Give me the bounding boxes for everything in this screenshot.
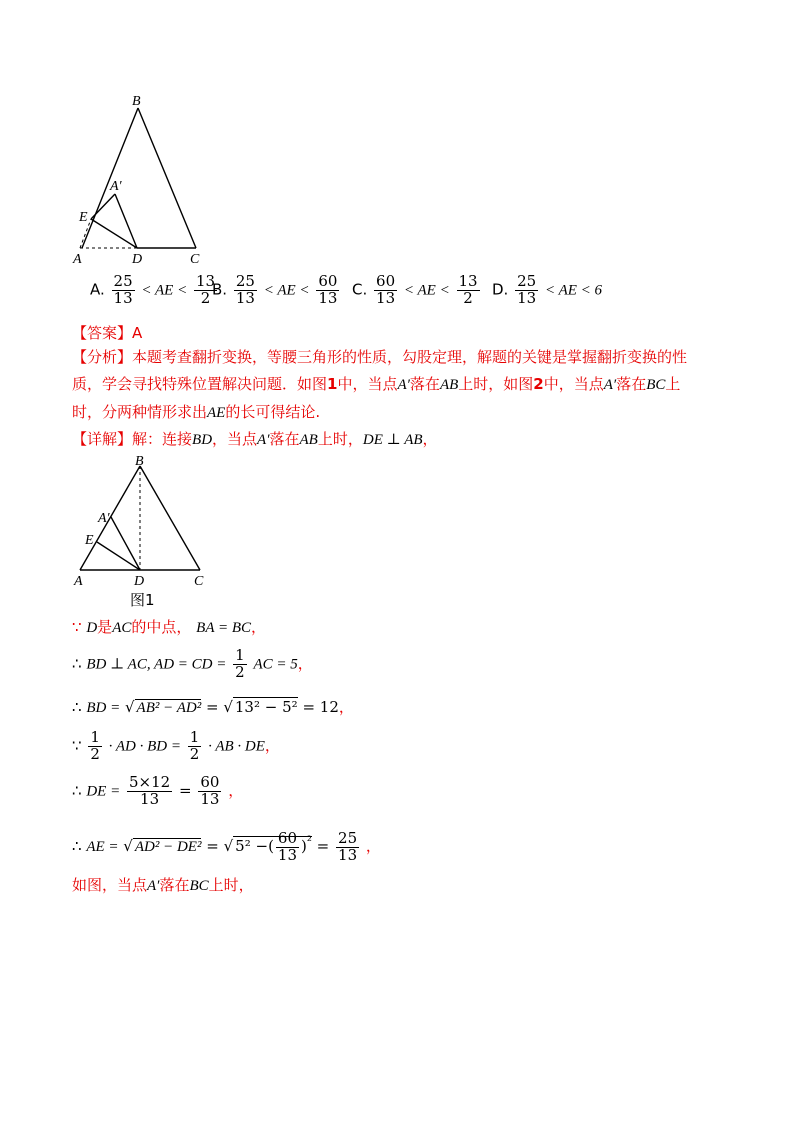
side-BC bbox=[138, 108, 196, 248]
detail-line: 【详解】解：连接BD，当点A′落在AB上时，DE ⊥ AB， bbox=[72, 430, 438, 448]
answer-value: A bbox=[132, 324, 143, 342]
option-d: D. $\frac{25}{13}$ < AE < 6 bbox=[492, 272, 603, 307]
label-A: A bbox=[73, 252, 82, 267]
step-4: ∵ $\frac{1}{2}$ · AD · BD = $\frac{1}{2}$ · AB · DE， bbox=[72, 728, 280, 763]
label-E: E bbox=[85, 533, 94, 548]
step-6: ∴ AE = √ AD² − DE² = √ 5² −( $\frac{60}{13}$ )$^{^2}$ = $\frac{25}{13}$ ， bbox=[72, 828, 381, 864]
option-d-letter: D. bbox=[492, 280, 509, 299]
label-C: C bbox=[190, 252, 200, 267]
step-7: 如图，当点A′落在BC上时， bbox=[72, 876, 254, 894]
figure-folding-triangle bbox=[60, 88, 220, 268]
option-b-letter: B. bbox=[212, 280, 228, 299]
label-B: B bbox=[135, 454, 144, 469]
option-b-relation: < AE < bbox=[263, 282, 310, 299]
step-2: ∴ BD ⊥ AC, AD = CD = $\frac{1}{2}$ AC = 5， bbox=[72, 646, 313, 681]
label-A-prime: A′ bbox=[98, 511, 110, 526]
option-a-letter: A. bbox=[90, 280, 105, 299]
option-a: A. $\frac{25}{13}$ < AE < $\frac{13}{2}$ bbox=[90, 272, 216, 307]
segment-EA-prime bbox=[91, 194, 115, 219]
label-C: C bbox=[194, 574, 204, 589]
label-B: B bbox=[132, 94, 141, 109]
option-c-letter: C. bbox=[352, 280, 368, 299]
figure-1-diagram bbox=[60, 452, 220, 612]
label-D: D bbox=[134, 574, 145, 589]
step-5: ∴ DE = $\frac{5\times 12}{13}$ = $\frac{60}{13}$ ， bbox=[72, 773, 244, 808]
label-A-prime: A′ bbox=[110, 179, 122, 194]
side-AB bbox=[82, 108, 138, 248]
option-a-relation: < AE < bbox=[141, 282, 188, 299]
segment-A-prime-D bbox=[111, 517, 140, 570]
figure-caption: 图1 bbox=[130, 591, 155, 609]
option-b: B. $\frac{25}{13}$ < AE < $\frac{60}{13}$ bbox=[212, 272, 338, 307]
label-E: E bbox=[79, 210, 88, 225]
option-c-relation: < AE < bbox=[403, 282, 450, 299]
choice-options bbox=[90, 274, 710, 314]
analysis-paragraph: 【分析】本题考查翻折变换，等腰三角形的性质，勾股定理，解题的关键是掌握翻折变换的性质，学会寻找特殊位置解决问题．如图1中，当点A′落在AB上时，如图2中，当点A′落在BC上时，分两种情形求出AE的长可得结论. bbox=[72, 348, 688, 421]
step-1: ∵ D是AC的中点， BA = BC， bbox=[72, 618, 267, 636]
option-c: C. $\frac{60}{13}$ < AE < $\frac{13}{2}$ bbox=[352, 272, 478, 307]
answer-tag: 【答案】 bbox=[72, 324, 133, 342]
segment-A-prime-D bbox=[115, 194, 137, 248]
side-BC bbox=[140, 466, 200, 570]
segment-ED bbox=[91, 219, 137, 248]
segment-ED bbox=[97, 542, 140, 570]
label-D: D bbox=[132, 252, 143, 267]
option-d-relation: < AE < 6 bbox=[544, 282, 603, 299]
step-3: ∴ BD = √ AB² − AD² = √ 13² − 5² = 12， bbox=[72, 698, 354, 716]
answer-line bbox=[72, 322, 142, 344]
label-A: A bbox=[74, 574, 83, 589]
